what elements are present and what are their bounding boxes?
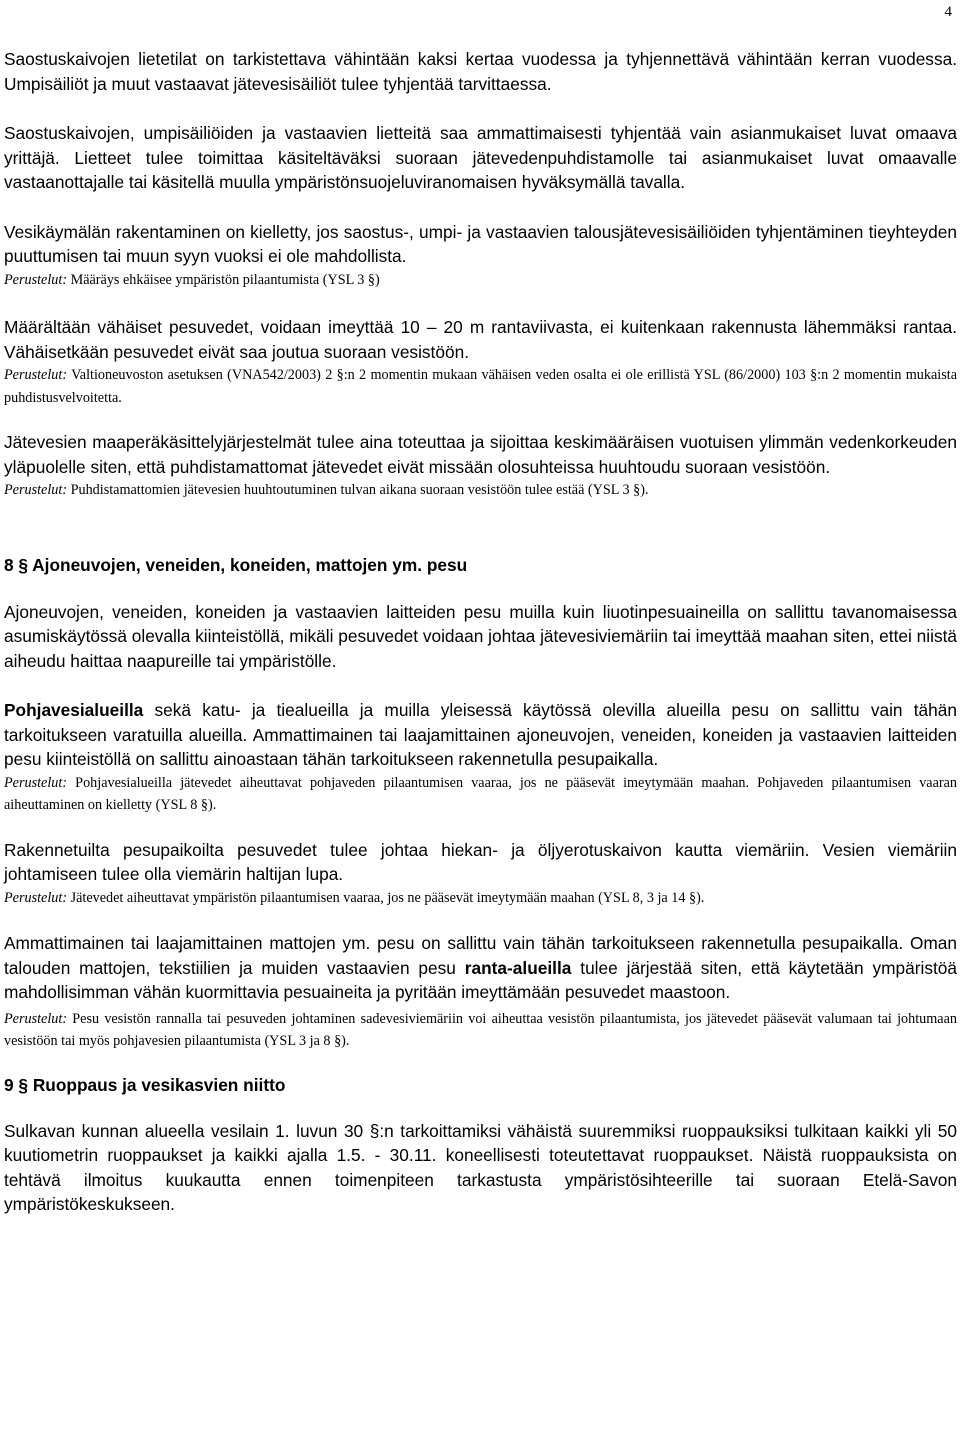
paragraph-soil-treatment: Jätevesien maaperäkäsittelyjärjestelmät tulee aina toteuttaa ja sijoittaa keskimääräisen vuotuisen ylimmän vedenkorkeuden yläpuolelle siten, että puhdistamattomat jätevedet eivät missään olosuhteissa huuhtoudu suoraan vesistöön. bbox=[4, 432, 957, 477]
rationale-label: Perustelut: bbox=[4, 1010, 68, 1027]
rationale-soil-treatment: Perustelut: Puhdistamattomien jätevesien huuhtoutuminen tulvan aikana suoraan vesistöön tulee estää (YSL 3 §). bbox=[4, 482, 649, 498]
paragraph-wash-water: Määrältään vähäiset pesuvedet, voidaan imeyttää 10 – 20 m rantaviivasta, ei kuitenkaan rakennusta lähemmäksi rantaa. Vähäisetkään pesuvedet eivät saa joutua suoraan vesistöön. bbox=[4, 317, 957, 362]
paragraph-groundwater-areas: Pohjavesialueilla sekä katu- ja tiealueilla ja muilla yleisessä käytössä olevilla alueilla pesu on sallittu vain tähän tarkoitukseen varatuilla alueilla. Ammattimainen tai laajamittainen ajoneuvojen, veneiden, koneiden ja vastaavien laitteiden pesu kiinteistöllä on sallittu ainoastaan tähän tarkoitukseen rakennetulla pesupaikalla. bbox=[4, 700, 957, 769]
section-heading-8: 8 § Ajoneuvojen, veneiden, koneiden, mattojen ym. pesu bbox=[4, 554, 468, 575]
paragraph-wash-sites: Rakennetuilta pesupaikoilta pesuvedet tulee johtaa hiekan- ja öljyerotuskaivon kautta viemäriin. Vesien viemäriin johtamiseen tulee olla viemärin haltijan lupa. bbox=[4, 839, 957, 884]
rationale-groundwater: Perustelut: Pohjavesialueilla jätevedet aiheuttavat pohjaveden pilaantumisen vaaraa, jos ne pääsevät imeytymään maahan. Pohjaveden pilaantumisen vaaran aiheuttaminen on kielletty (YSL 8 §). bbox=[4, 774, 957, 813]
rationale-label: Perustelut: bbox=[4, 271, 68, 288]
emphasis-groundwater: Pohjavesialueilla bbox=[4, 700, 144, 720]
section-heading-9: 9 § Ruoppaus ja vesikasvien niitto bbox=[4, 1074, 286, 1095]
document-body bbox=[4, 47, 957, 1217]
paragraph-sludge-emptying: Saostuskaivojen, umpisäiliöiden ja vastaavien lietteitä saa ammattimaisesti tyhjentää vain asianmukaiset luvat omaava yrittäjä. Lietteet tulee toimittaa käsiteltäväksi suoraan jätevedenpuhdistamolle tai asianmukaiset luvat omaavalle vastaanottajalle tai käsitellä muulla ympäristönsuojeluviranomaisen hyväksymällä tavalla. bbox=[4, 123, 957, 192]
paragraph-sludge-inspection: Saostuskaivojen lietetilat on tarkistettava vähintään kaksi kertaa vuodessa ja tyhjennettävä vähintään kerran vuodessa. Umpisäiliöt ja muut vastaavat jätevesisäiliöt tulee tyhjentää tarvittaessa. bbox=[4, 49, 957, 94]
rationale-label: Perustelut: bbox=[4, 889, 68, 906]
rationale-label: Perustelut: bbox=[4, 774, 68, 791]
paragraph-carpet-washing: Ammattimainen tai laajamittainen mattojen ym. pesu on sallittu vain tähän tarkoitukseen rakennetulla pesupaikalla. Oman talouden mattojen, tekstiilien ja muiden vastaavien pesu ranta-alueilla tulee järjestää siten, että käytetään ympäristöä mahdollisimman vähän kuormittavia pesuaineita ja pyritään imeyttämään pesuvedet maastoon. bbox=[4, 933, 957, 1002]
rationale-label: Perustelut: bbox=[4, 482, 68, 498]
paragraph-flush-toilet: Vesikäymälän rakentaminen on kielletty, jos saostus-, umpi- ja vastaavien talousjätevesisäiliöiden tyhjentäminen tieyhteyden puuttumisen tai muun syyn vuoksi ei ole mahdollista. bbox=[4, 221, 957, 266]
rationale-wash-water: Perustelut: Valtioneuvoston asetuksen (VNA542/2003) 2 §:n 2 momentin mukaan vähäisen veden osalta ei ole erillistä YSL (86/2000) 103 §:n 2 momentin mukaista puhdistusvelvoitetta. bbox=[4, 367, 957, 406]
paragraph-dredging: Sulkavan kunnan alueella vesilain 1. luvun 30 §:n tarkoittamiksi vähäistä suuremmiksi ruoppauksiksi tulkitaan kaikki yli 50 kuutiometrin ruoppaukset ja kaikki ajalla 1.5. - 30.11. koneellisesti toteutettavat ruoppaukset. Näistä ruoppauksista on tehtävä ilmoitus kuukautta ennen toimenpiteen tarkastusta ympäristösihteerille tai suoraan Etelä-Savon ympäristökeskukseen. bbox=[4, 1120, 957, 1214]
rationale-carpet-washing: Perustelut: Pesu vesistön rannalla tai pesuveden johtaminen sadevesiviemäriin voi aiheuttaa vesistön pilaantumista, jos jätevedet pääsevät valumaan tai johtumaan vesistöön tai myös pohjavesien pilaantumista (YSL 3 ja 8 §). bbox=[4, 1010, 957, 1049]
rationale-wash-sites: Perustelut: Jätevedet aiheuttavat ympäristön pilaantumisen vaaraa, jos ne pääsevät imeytymään maahan (YSL 8, 3 ja 14 §). bbox=[4, 889, 705, 906]
paragraph-vehicle-washing: Ajoneuvojen, veneiden, koneiden ja vastaavien laitteiden pesu muilla kuin liuotinpesuaineilla on sallittu tavanomaisessa asumiskäytössä olevalla kiinteistöllä, mikäli pesuvedet voidaan johtaa jätevesiviemäriin tai imeyttää maahan siten, ettei niistä aiheudu haittaa naapureille tai ympäristölle. bbox=[4, 601, 957, 671]
emphasis-shore-areas: ranta-alueilla bbox=[464, 957, 572, 978]
page-number: 4 bbox=[944, 4, 952, 20]
rationale-flush-toilet: Perustelut: Määräys ehkäisee ympäristön pilaantumista (YSL 3 §) bbox=[4, 271, 380, 288]
rationale-label: Perustelut: bbox=[4, 367, 68, 383]
